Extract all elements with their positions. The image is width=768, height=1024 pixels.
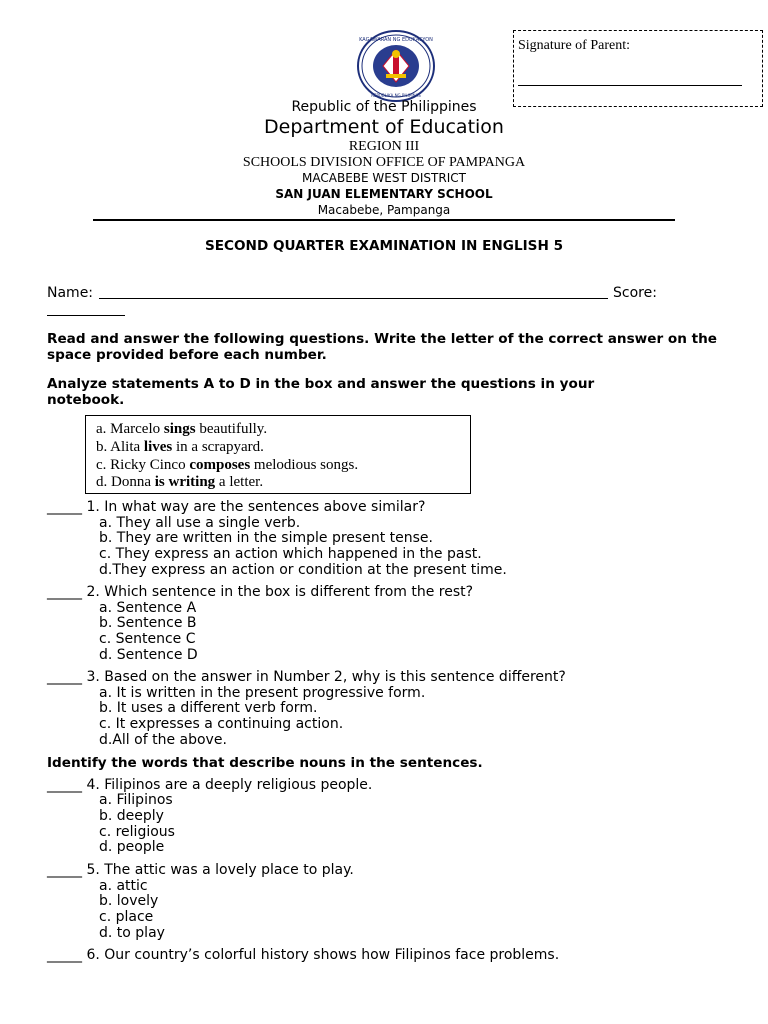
signature-label: Signature of Parent: — [518, 38, 630, 53]
score-field[interactable] — [47, 315, 125, 316]
statement-b: b. Alita lives in a scrapyard. — [96, 439, 264, 455]
q1-option-a: a. They all use a single verb. — [99, 515, 301, 531]
svg-text:REPUBLIKA NG PILIPINAS: REPUBLIKA NG PILIPINAS — [371, 93, 421, 98]
q1-option-b: b. They are written in the simple present tense. — [99, 530, 433, 546]
question-1: _____ 1. In what way are the sentences above similar? — [47, 499, 426, 515]
q4-option-c: c. religious — [99, 824, 175, 840]
name-field[interactable] — [99, 298, 608, 299]
header-republic: Republic of the Philippines — [291, 99, 477, 115]
q3-option-d: d.All of the above. — [99, 732, 227, 748]
q3-option-a: a. It is written in the present progressive form. — [99, 685, 426, 701]
statement-d: d. Donna is writing a letter. — [96, 474, 264, 490]
q5-option-a: a. attic — [99, 878, 148, 894]
header-location: Macabebe, Pampanga — [317, 203, 451, 217]
question-5: _____ 5. The attic was a lovely place to play. — [47, 862, 354, 878]
q5-option-b: b. lovely — [99, 893, 159, 909]
q4-option-d: d. people — [99, 839, 165, 855]
name-label: Name: — [47, 285, 94, 301]
header-division: SCHOOLS DIVISION OFFICE OF PAMPANGA — [242, 155, 526, 170]
q1-option-c: c. They express an action which happened in the past. — [99, 546, 482, 562]
q5-option-d: d. to play — [99, 925, 165, 941]
signature-line[interactable] — [518, 85, 742, 86]
q3-option-c: c. It expresses a continuing action. — [99, 716, 344, 732]
q3-option-b: b. It uses a different verb form. — [99, 700, 318, 716]
header-district: MACABEBE WEST DISTRICT — [302, 171, 466, 185]
score-label: Score: — [613, 285, 657, 301]
exam-title: SECOND QUARTER EXAMINATION IN ENGLISH 5 — [204, 238, 564, 254]
question-4: _____ 4. Filipinos are a deeply religious people. — [47, 777, 373, 793]
q2-option-d: d. Sentence D — [99, 647, 198, 663]
q1-option-d: d.They express an action or condition at the present time. — [99, 562, 507, 578]
instructions-identify: Identify the words that describe nouns in the sentences. — [47, 755, 483, 771]
q5-option-c: c. place — [99, 909, 154, 925]
svg-text:KAGAWARAN NG EDUKASYON: KAGAWARAN NG EDUKASYON — [359, 37, 433, 43]
header-divider — [93, 219, 675, 221]
q2-option-c: c. Sentence C — [99, 631, 196, 647]
header-department: Department of Education — [264, 116, 504, 138]
q4-option-b: b. deeply — [99, 808, 164, 824]
statement-a: a. Marcelo sings beautifully. — [96, 421, 268, 437]
deped-seal-logo — [356, 30, 436, 102]
question-3: _____ 3. Based on the answer in Number 2, why is this sentence different? — [47, 669, 566, 685]
q4-option-a: a. Filipinos — [99, 792, 173, 808]
header-school: SAN JUAN ELEMENTARY SCHOOL — [275, 187, 493, 201]
statement-c: c. Ricky Cinco composes melodious songs. — [96, 457, 359, 473]
q2-option-a: a. Sentence A — [99, 600, 197, 616]
instructions-analyze: Analyze statements A to D in the box and answer the questions in your notebook. — [47, 376, 595, 408]
header-region: REGION III — [348, 139, 420, 154]
instructions-general: Read and answer the following questions. Write the letter of the correct answer on the space provided before each number. — [47, 331, 718, 363]
question-6: _____ 6. Our country’s colorful history shows how Filipinos face problems. — [47, 947, 560, 963]
q2-option-b: b. Sentence B — [99, 615, 197, 631]
question-2: _____ 2. Which sentence in the box is different from the rest? — [47, 584, 474, 600]
